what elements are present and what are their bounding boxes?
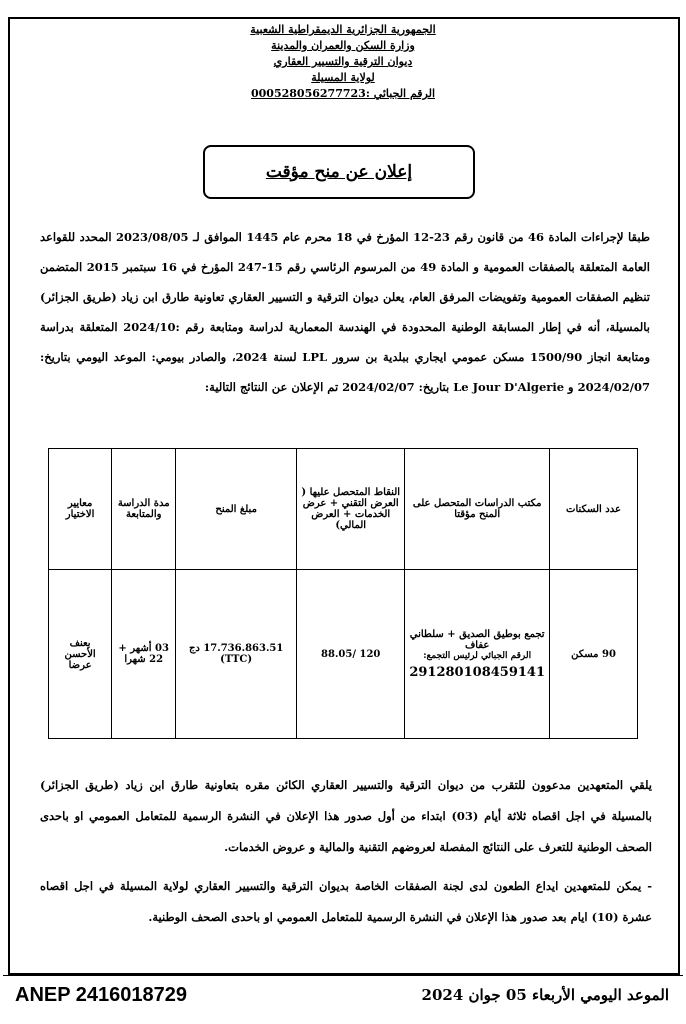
cell-criteria: بعنف الأحسن عرضا: [49, 570, 112, 739]
cell-duration: 03 أشهر + 22 شهرا: [112, 570, 176, 739]
office-group-name: تجمع بوطيق الصديق + سلطاني عفاف: [409, 628, 545, 651]
footer-bar: [3, 975, 683, 1016]
anep-reference: ANEP 2416018729: [15, 984, 187, 1006]
closing-section: [40, 770, 652, 941]
header-score: النقاط المتحصل عليها ( العرض التقني + عرض الخدمات + العرض المالي): [297, 449, 405, 570]
tax-id: الرقم الجبائي :000528056277723: [251, 87, 435, 100]
office-tax-number: 291280108459141: [409, 664, 546, 680]
header-criteria: معايير الاختيار: [49, 449, 112, 570]
cell-score: 120 /88.05: [297, 570, 405, 739]
announcement-title: إعلان عن منح مؤقت: [265, 162, 413, 182]
office-name: ديوان الترقية والتسيير العقاري: [273, 55, 413, 68]
cell-units: 90 مسكن: [550, 570, 638, 739]
header-duration: مدة الدراسة والمتابعة: [112, 449, 176, 570]
header-office: مكتب الدراسات المتحصل على المنح مؤقتا: [405, 449, 550, 570]
cell-office: [405, 570, 550, 739]
cell-amount: 17.736.863.51 دج (TTC): [176, 570, 297, 739]
appeal-paragraph: - يمكن للمتعهدين ايداع الطعون لدى لجنة الصفقات الخاصة بديوان الترقية والتسيير العقاري لولاية المسيلة في اجل اقصاه عشرة (10) ايام بعد صدور هذا الإعلان في النشرة الرسمية للمتعامل العمومي او باحدى الصحف الوطنية.: [40, 879, 652, 924]
wilaya-name: لولاية المسيلة: [311, 71, 375, 84]
office-tax-label: الرقم الجبائي لرئيس التجمع:: [423, 650, 532, 661]
award-table: [48, 448, 638, 739]
header-units: عدد السكنات: [550, 449, 638, 570]
announcement-title-box: [203, 145, 475, 199]
invitation-paragraph: يلقي المتعهدين مدعوون للتقرب من ديوان الترقية والتسيير العقاري الكائن مقره بتعاونية طارق ابن زياد (طريق الجزائر) بالمسيلة في اجل اقصاه ثلاثة أيام (03) ابتداء من أول صدور هذا الإعلان في النشرة الرسمية للمتعامل العمومي او باحدى الصحف الوطنية للتعرف على النتائج المفصلة لعروضهم التقنية والمالية و عروض الخدمات.: [40, 778, 653, 854]
table-row: [49, 570, 638, 739]
ministry-name: وزارة السكن والعمران والمدينة: [271, 39, 415, 52]
header-amount: مبلغ المنح: [176, 449, 297, 570]
intro-text: طبقا لإجراءات المادة 46 من قانون رقم 23-12 المؤرخ في 18 محرم عام 1445 الموافق لـ 2023/08/05 المحدد للقواعد العامة المتعلقة بالصفقات العمومية و المادة 49 من المرسوم الرئاسي رقم 15-247 المؤرخ في 16 سبتمبر 2015 المتضمن تنظيم الصفقات العمومية وتفويضات المرفق العام، يعلن ديوان الترقية و التسيير العقاري تعاونية طارق ابن زياد (طريق الجزائر) بالمسيلة، أنه في إطار المسابقة الوطنية المحدودة في الهندسة المعمارية لدراسة ومتابعة رقم :2024/10 المتعلقة بدراسة ومتابعة انجاز 1500/90 مسكن عمومي ايجاري ببلدية بن سرور LPL لسنة 2024، والصادر بيومي: الموعد اليومي بتاريخ: 2024/02/07 و Le Jour D'Algerie بتاريخ: 2024/02/07 تم الإعلان عن النتائج التالية:: [40, 230, 651, 394]
letterhead: [0, 22, 686, 102]
intro-paragraph: [40, 222, 650, 402]
publication-info: الموعد اليومي الأربعاء 05 جوان 2024: [421, 986, 669, 1004]
republic-name: الجمهورية الجزائرية الديمقراطية الشعبية: [250, 23, 436, 36]
table-header-row: [49, 449, 638, 570]
